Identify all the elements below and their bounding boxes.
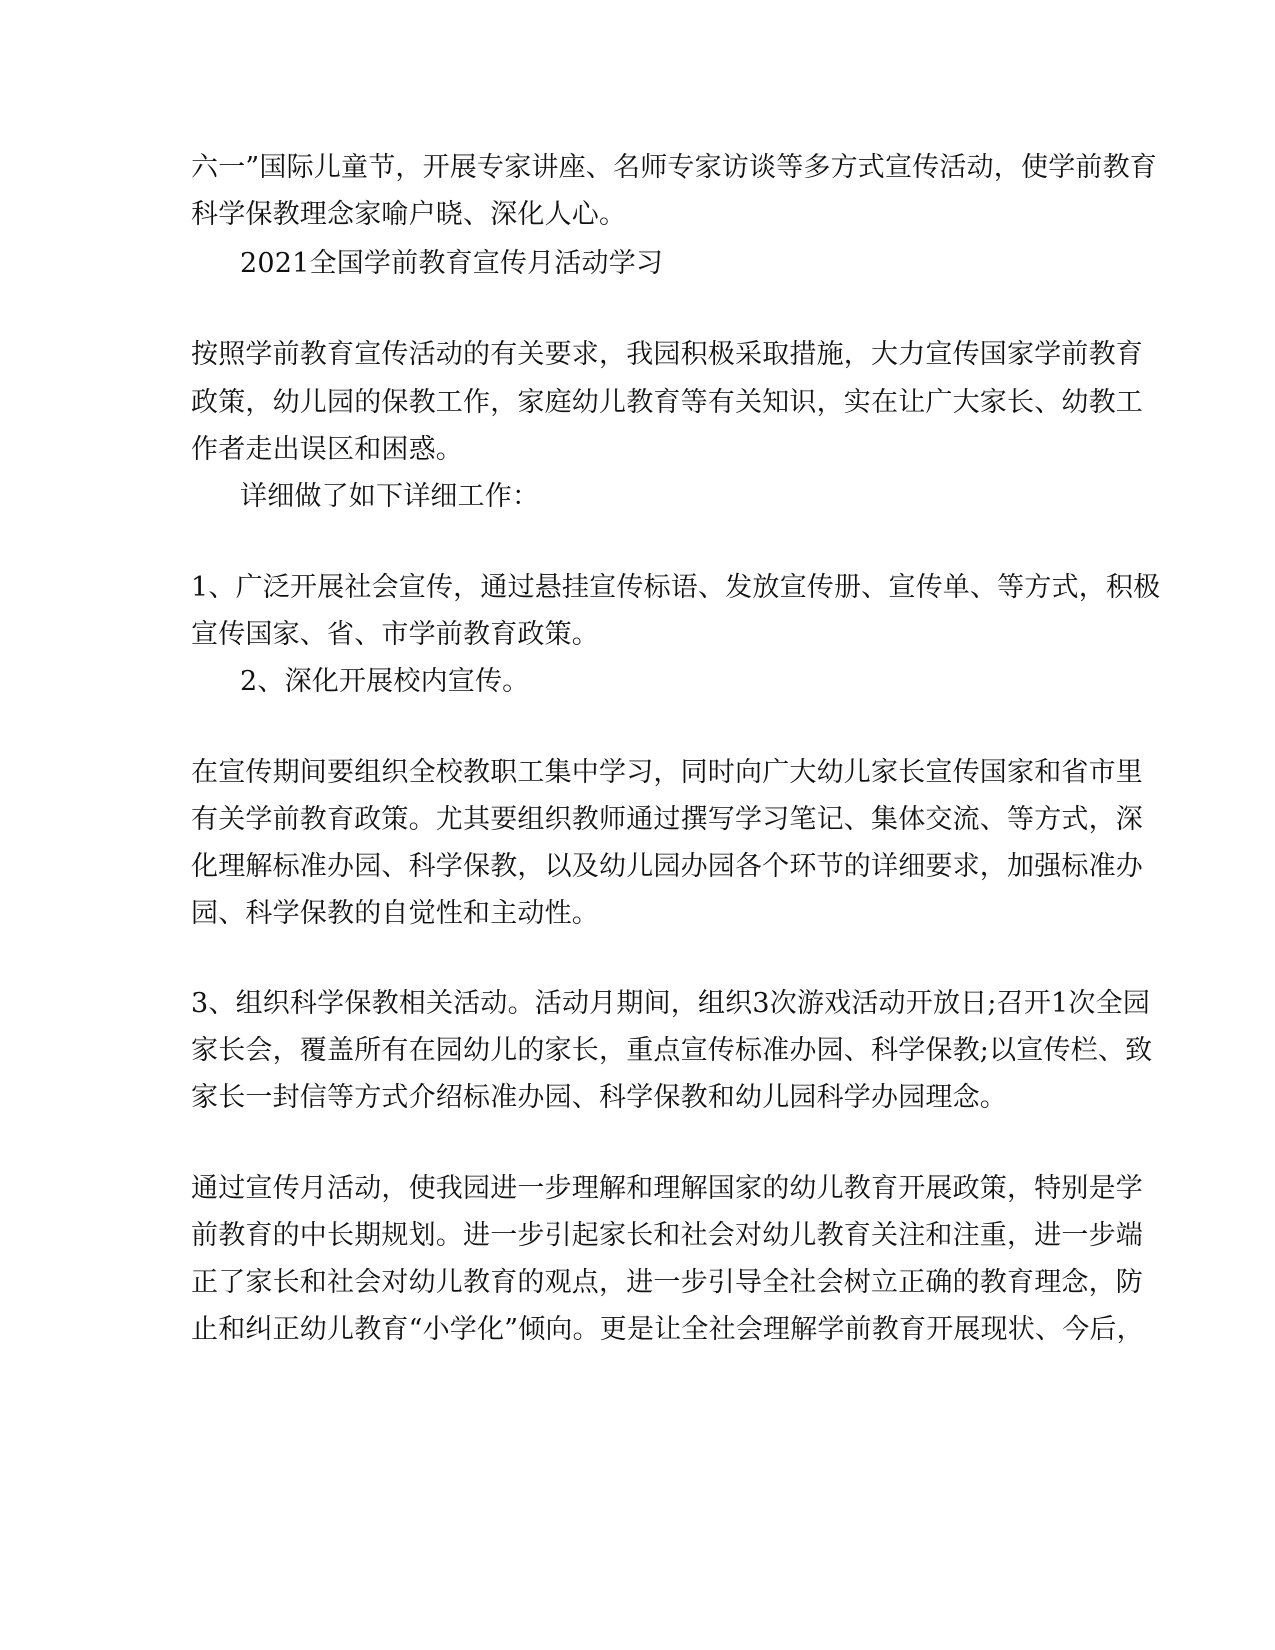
- text-line: 宣传国家、省、市学前教育政策。: [191, 619, 599, 650]
- text-line: 有关学前教育政策。尤其要组织教师通过撰写学习笔记、集体交流、等方式，深: [191, 804, 1143, 835]
- text-line: 在宣传期间要组织全校教职工集中学习，同时向广大幼儿家长宣传国家和省市里: [191, 757, 1143, 788]
- text-line: 化理解标准办园、科学保教，以及幼儿园办园各个环节的详细要求，加强标准办: [191, 851, 1143, 882]
- text-line: 前教育的中长期规划。进一步引起家长和社会对幼儿教育关注和注重，进一步端: [191, 1220, 1143, 1251]
- text-line: 家长会，覆盖所有在园幼儿的家长，重点宣传标准办园、科学保教;以宣传栏、致: [191, 1035, 1153, 1066]
- text-line: 按照学前教育宣传活动的有关要求，我园积极采取措施，大力宣传国家学前教育: [191, 339, 1143, 370]
- list-item: 1、广泛开展社会宣传，通过悬挂宣传标语、发放宣传册、宣传单、等方式，积极: [191, 572, 1161, 603]
- text-line: 家长一封信等方式介绍标准办园、科学保教和幼儿园科学办园理念。: [191, 1082, 1007, 1113]
- text-line: 科学保教理念家喻户晓、深化人心。: [191, 199, 627, 230]
- list-item: 3、组织科学保教相关活动。活动月期间，组织3次游戏活动开放日;召开1次全园: [191, 988, 1151, 1019]
- text-line: 通过宣传月活动，使我园进一步理解和理解国家的幼儿教育开展政策，特别是学: [191, 1173, 1143, 1204]
- list-item: 2、深化开展校内宣传。: [240, 666, 530, 697]
- section-heading: 2021全国学前教育宣传月活动学习: [240, 248, 664, 279]
- text-line: 止和纠正幼儿教育“小学化”倾向。更是让全社会理解学前教育开展现状、今后，: [191, 1314, 1144, 1345]
- text-line: 政策，幼儿园的保教工作，家庭幼儿教育等有关知识，实在让广大家长、幼教工: [191, 387, 1143, 418]
- text-line: 详细做了如下详细工作：: [240, 481, 540, 512]
- text-line: 正了家长和社会对幼儿教育的观点，进一步引导全社会树立正确的教育理念，防: [191, 1267, 1143, 1298]
- text-line: 六一”国际儿童节，开展专家讲座、名师专家访谈等多方式宣传活动，使学前教育: [191, 152, 1158, 183]
- text-line: 作者走出误区和困惑。: [191, 434, 463, 465]
- text-line: 园、科学保教的自觉性和主动性。: [191, 898, 599, 929]
